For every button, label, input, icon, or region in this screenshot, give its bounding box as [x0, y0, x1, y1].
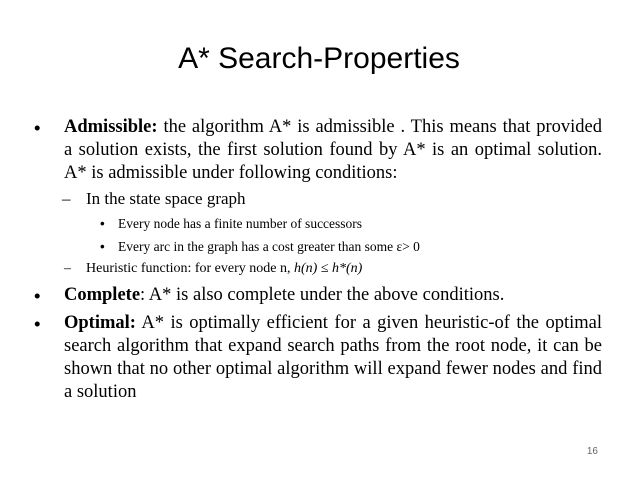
dash-marker: – — [64, 261, 71, 276]
node-condition-text: Every node has a finite number of successors — [118, 216, 363, 231]
slide-title: A* Search-Properties — [178, 42, 460, 75]
bullet-marker: • — [100, 216, 105, 231]
complete-text: : A* is also complete under the above conditions. — [140, 285, 505, 305]
bullet-optimal — [34, 312, 602, 404]
bullet-admissible — [34, 116, 602, 185]
bullet-marker: • — [34, 117, 41, 138]
bullet-complete — [34, 284, 602, 307]
subsubbullet-arc-condition — [34, 237, 602, 257]
state-space-text: In the state space graph — [86, 189, 246, 208]
dash-marker: – — [62, 189, 71, 208]
optimal-label: Optimal: — [64, 313, 136, 333]
bullet-marker: • — [34, 285, 41, 306]
arc-condition-text: Every arc in the graph has a cost greater than some ε> 0 — [118, 239, 420, 254]
subbullet-state-space — [34, 187, 602, 211]
subsubbullet-node-condition — [34, 214, 602, 234]
heuristic-formula: h(n) ≤ h*(n) — [294, 261, 363, 276]
slide-content — [34, 116, 602, 404]
heuristic-text: Heuristic function: for every node n, — [86, 261, 291, 276]
page-number: 16 — [586, 446, 598, 457]
bullet-marker: • — [34, 313, 41, 334]
admissible-text: the algorithm A* is admissible . This means that provided a solution exists, the first solution found by A* is an optimal solution. A* is admissible under following conditions: — [64, 117, 602, 183]
optimal-text: A* is optimally efficient for a given heuristic-of the optimal search algorithm that expand search paths from the root node, it can be shown that no other optimal algorithm will expand fewer nodes and find a solution — [64, 313, 602, 402]
complete-label: Complete — [64, 285, 141, 305]
admissible-label: Admissible: — [64, 117, 158, 137]
subbullet-heuristic — [34, 259, 602, 279]
bullet-marker: • — [100, 239, 105, 254]
